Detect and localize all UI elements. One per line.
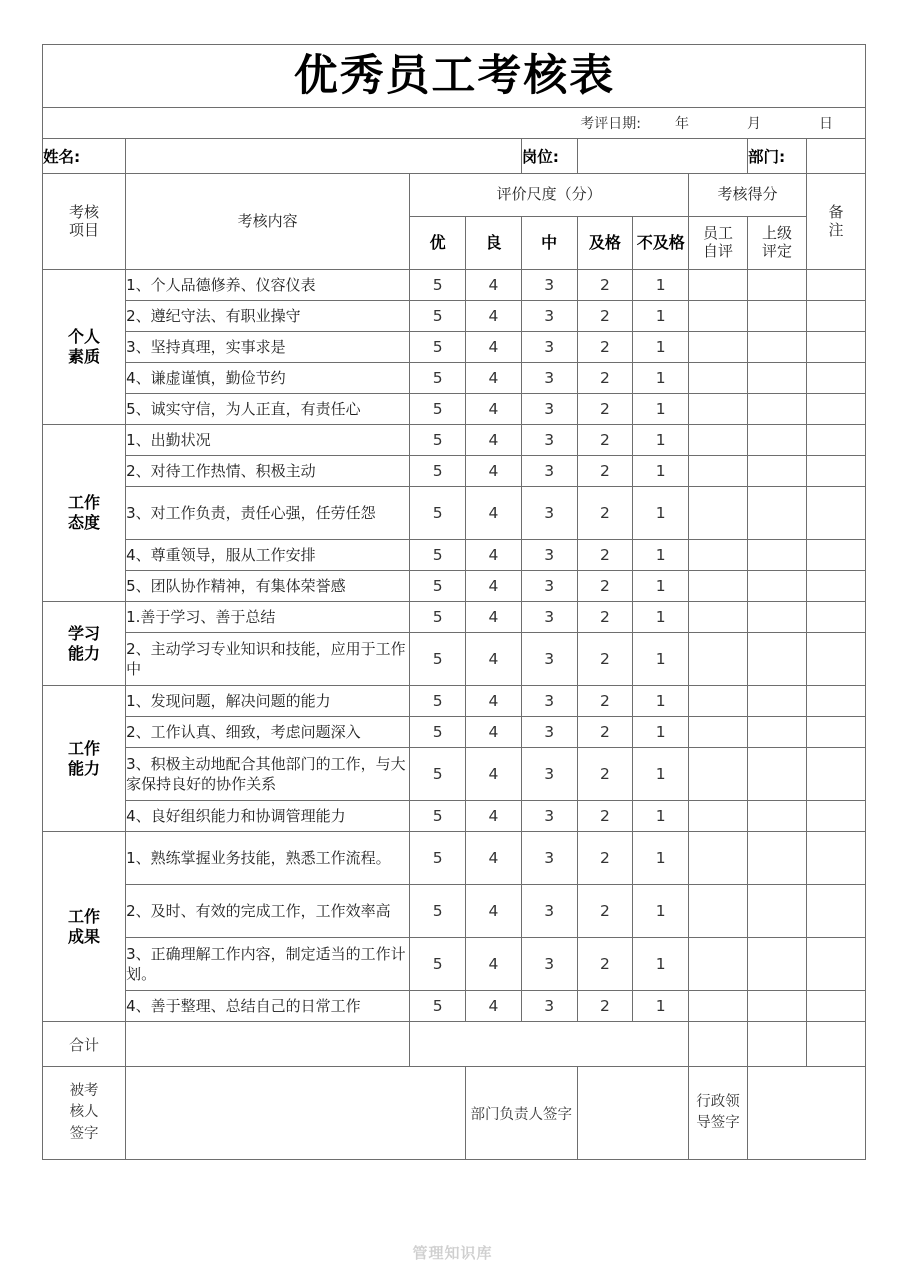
employee-signature-line1: 被考 <box>69 1083 99 1100</box>
remark-input[interactable] <box>806 938 865 991</box>
section-label-line1: 学习 <box>68 623 101 643</box>
score-option-1[interactable]: 1 <box>633 885 689 938</box>
score-option-4[interactable]: 4 <box>466 394 522 425</box>
self-eval-input[interactable] <box>689 717 748 748</box>
table-row <box>43 394 866 425</box>
header-scale-good: 良 <box>466 217 522 270</box>
section-label-2 <box>43 425 126 602</box>
score-option-2[interactable]: 2 <box>577 938 633 991</box>
score-option-1[interactable]: 1 <box>633 540 689 571</box>
score-option-5[interactable]: 5 <box>410 487 466 540</box>
self-eval-input[interactable] <box>689 801 748 832</box>
remark-input[interactable] <box>806 602 865 633</box>
criteria-text: 4、善于整理、总结自己的日常工作 <box>126 991 410 1022</box>
title-row <box>43 45 866 108</box>
criteria-text: 1、熟练掌握业务技能，熟悉工作流程。 <box>126 832 410 885</box>
superior-eval-input[interactable] <box>748 363 807 394</box>
section-label-line1: 个人 <box>68 327 101 347</box>
remark-input[interactable] <box>806 571 865 602</box>
header-superior-eval-line1: 上级 <box>761 224 792 243</box>
self-eval-input[interactable] <box>689 487 748 540</box>
criteria-text: 5、团队协作精神，有集体荣誉感 <box>126 571 410 602</box>
table-row <box>43 832 866 885</box>
score-option-4[interactable]: 4 <box>466 270 522 301</box>
date-day-label[interactable]: 日 <box>819 116 833 132</box>
self-eval-input[interactable] <box>689 571 748 602</box>
score-option-1[interactable]: 1 <box>633 602 689 633</box>
table-row <box>43 425 866 456</box>
superior-eval-input[interactable] <box>748 301 807 332</box>
table-row <box>43 991 866 1022</box>
date-year-label[interactable]: 年 <box>675 116 689 132</box>
criteria-text: 4、尊重领导，服从工作安排 <box>126 540 410 571</box>
score-option-3[interactable]: 3 <box>521 717 577 748</box>
section-label-line1: 工作 <box>68 738 101 758</box>
score-option-2[interactable]: 2 <box>577 991 633 1022</box>
superior-eval-input[interactable] <box>748 633 807 686</box>
score-option-1[interactable]: 1 <box>633 717 689 748</box>
total-superior-eval-cell[interactable] <box>748 1022 807 1067</box>
self-eval-input[interactable] <box>689 394 748 425</box>
header-superior-eval-line2: 评定 <box>761 242 792 260</box>
score-option-1[interactable]: 1 <box>633 991 689 1022</box>
self-eval-input[interactable] <box>689 270 748 301</box>
form-body <box>43 45 866 270</box>
score-option-1[interactable]: 1 <box>633 832 689 885</box>
superior-eval-input[interactable] <box>748 832 807 885</box>
score-option-3[interactable]: 3 <box>521 363 577 394</box>
score-option-3[interactable]: 3 <box>521 301 577 332</box>
header-scale-medium: 中 <box>521 217 577 270</box>
criteria-text: 4、谦虚谨慎，勤俭节约 <box>126 363 410 394</box>
table-row <box>43 938 866 991</box>
section-label-5 <box>43 832 126 1022</box>
remark-input[interactable] <box>806 748 865 801</box>
page-title: 优秀员工考核表 <box>293 50 615 101</box>
score-option-2[interactable]: 2 <box>577 487 633 540</box>
score-option-2[interactable]: 2 <box>577 363 633 394</box>
score-option-1[interactable]: 1 <box>633 270 689 301</box>
table-row <box>43 686 866 717</box>
score-option-5[interactable]: 5 <box>410 332 466 363</box>
criteria-text: 2、遵纪守法、有职业操守 <box>126 301 410 332</box>
employee-signature-label <box>43 1067 126 1160</box>
section-label-4 <box>43 686 126 832</box>
remark-input[interactable] <box>806 456 865 487</box>
score-option-2[interactable]: 2 <box>577 717 633 748</box>
score-option-3[interactable]: 3 <box>521 885 577 938</box>
department-signature-label: 部门负责人签字 <box>466 1067 578 1160</box>
total-remark-cell[interactable] <box>806 1022 865 1067</box>
section-label-line2: 成果 <box>68 926 101 946</box>
superior-eval-input[interactable] <box>748 394 807 425</box>
section-label-line1: 工作 <box>68 493 101 513</box>
signature-row <box>43 1067 866 1160</box>
score-option-3[interactable]: 3 <box>521 425 577 456</box>
score-option-5[interactable]: 5 <box>410 633 466 686</box>
table-row <box>43 456 866 487</box>
header-item-column <box>43 174 126 270</box>
self-eval-input[interactable] <box>689 832 748 885</box>
superior-eval-input[interactable] <box>748 571 807 602</box>
score-option-4[interactable]: 4 <box>466 540 522 571</box>
name-label: 姓名: <box>43 139 126 174</box>
score-option-1[interactable]: 1 <box>633 487 689 540</box>
evaluation-date-label: 考评日期: <box>580 116 641 132</box>
header-item-line1: 考核 <box>69 202 100 221</box>
section-label-line2: 能力 <box>68 758 101 778</box>
header-scale-pass: 及格 <box>577 217 633 270</box>
superior-eval-input[interactable] <box>748 602 807 633</box>
superior-eval-input[interactable] <box>748 885 807 938</box>
remark-input[interactable] <box>806 686 865 717</box>
score-option-2[interactable]: 2 <box>577 394 633 425</box>
remark-input[interactable] <box>806 394 865 425</box>
self-eval-input[interactable] <box>689 332 748 363</box>
score-option-3[interactable]: 3 <box>521 602 577 633</box>
score-option-4[interactable]: 4 <box>466 332 522 363</box>
remark-input[interactable] <box>806 332 865 363</box>
table-row <box>43 748 866 801</box>
superior-eval-input[interactable] <box>748 991 807 1022</box>
table-header-row-1 <box>43 174 866 217</box>
score-option-5[interactable]: 5 <box>410 717 466 748</box>
header-remark-line2: 注 <box>828 220 844 239</box>
section-label-3 <box>43 602 126 686</box>
form-page <box>42 44 866 1160</box>
header-item-line2: 项目 <box>69 220 100 239</box>
score-option-3[interactable]: 3 <box>521 686 577 717</box>
superior-eval-input[interactable] <box>748 456 807 487</box>
employee-info-row <box>43 139 866 174</box>
superior-eval-input[interactable] <box>748 801 807 832</box>
score-option-2[interactable]: 2 <box>577 801 633 832</box>
score-option-3[interactable]: 3 <box>521 270 577 301</box>
remark-input[interactable] <box>806 885 865 938</box>
watermark: 管理知识库 <box>412 1244 493 1262</box>
section-label-line2: 态度 <box>68 513 101 532</box>
header-superior-eval <box>748 217 807 270</box>
score-option-4[interactable]: 4 <box>466 633 522 686</box>
remark-input[interactable] <box>806 425 865 456</box>
total-row <box>43 1022 866 1067</box>
score-option-4[interactable]: 4 <box>466 686 522 717</box>
score-option-2[interactable]: 2 <box>577 602 633 633</box>
score-option-4[interactable]: 4 <box>466 885 522 938</box>
score-option-1[interactable]: 1 <box>633 394 689 425</box>
self-eval-input[interactable] <box>689 456 748 487</box>
score-option-1[interactable]: 1 <box>633 748 689 801</box>
score-option-2[interactable]: 2 <box>577 571 633 602</box>
remark-input[interactable] <box>806 270 865 301</box>
score-option-1[interactable]: 1 <box>633 633 689 686</box>
table-row <box>43 363 866 394</box>
admin-signature-line2: 导签字 <box>696 1115 740 1131</box>
table-row <box>43 540 866 571</box>
score-option-4[interactable]: 4 <box>466 748 522 801</box>
score-option-4[interactable]: 4 <box>466 938 522 991</box>
header-self-eval <box>689 217 748 270</box>
remark-input[interactable] <box>806 301 865 332</box>
self-eval-input[interactable] <box>689 425 748 456</box>
superior-eval-input[interactable] <box>748 748 807 801</box>
remark-input[interactable] <box>806 363 865 394</box>
self-eval-input[interactable] <box>689 885 748 938</box>
score-option-4[interactable]: 4 <box>466 363 522 394</box>
table-row <box>43 270 866 301</box>
table-row <box>43 717 866 748</box>
self-eval-input[interactable] <box>689 748 748 801</box>
criteria-text: 3、对工作负责，责任心强，任劳任怨 <box>126 487 410 540</box>
score-option-5[interactable]: 5 <box>410 540 466 571</box>
remark-input[interactable] <box>806 633 865 686</box>
superior-eval-input[interactable] <box>748 686 807 717</box>
superior-eval-input[interactable] <box>748 425 807 456</box>
score-option-5[interactable]: 5 <box>410 425 466 456</box>
score-option-1[interactable]: 1 <box>633 301 689 332</box>
score-option-3[interactable]: 3 <box>521 540 577 571</box>
criteria-text: 1.善于学习、善于总结 <box>126 602 410 633</box>
criteria-text: 3、正确理解工作内容，制定适当的工作计划。 <box>126 938 410 991</box>
score-option-4[interactable]: 4 <box>466 487 522 540</box>
score-option-5[interactable]: 5 <box>410 748 466 801</box>
score-option-4[interactable]: 4 <box>466 717 522 748</box>
superior-eval-input[interactable] <box>748 487 807 540</box>
remark-input[interactable] <box>806 540 865 571</box>
score-option-3[interactable]: 3 <box>521 832 577 885</box>
score-option-2[interactable]: 2 <box>577 540 633 571</box>
header-remark-line1: 备 <box>828 202 844 221</box>
section-label-line2: 能力 <box>68 643 101 663</box>
header-scale-fail <box>633 217 689 270</box>
header-content-column: 考核内容 <box>126 174 410 270</box>
remark-input[interactable] <box>806 717 865 748</box>
score-option-3[interactable]: 3 <box>521 456 577 487</box>
page-title-cell <box>43 45 866 108</box>
header-scale-excellent: 优 <box>410 217 466 270</box>
self-eval-input[interactable] <box>689 301 748 332</box>
score-option-1[interactable]: 1 <box>633 686 689 717</box>
superior-eval-input[interactable] <box>748 938 807 991</box>
score-option-4[interactable]: 4 <box>466 301 522 332</box>
admin-signature-field[interactable] <box>748 1067 866 1160</box>
table-row <box>43 801 866 832</box>
criteria-text: 1、个人品德修养、仪容仪表 <box>126 270 410 301</box>
score-option-5[interactable]: 5 <box>410 885 466 938</box>
table-row <box>43 332 866 363</box>
table-row <box>43 301 866 332</box>
superior-eval-input[interactable] <box>748 540 807 571</box>
score-option-2[interactable]: 2 <box>577 425 633 456</box>
header-self-eval-line2: 自评 <box>703 242 734 260</box>
score-option-4[interactable]: 4 <box>466 425 522 456</box>
score-option-5[interactable]: 5 <box>410 686 466 717</box>
self-eval-input[interactable] <box>689 633 748 686</box>
self-eval-input[interactable] <box>689 602 748 633</box>
table-row <box>43 885 866 938</box>
score-option-2[interactable]: 2 <box>577 748 633 801</box>
score-option-5[interactable]: 5 <box>410 801 466 832</box>
remark-input[interactable] <box>806 487 865 540</box>
header-remark-column <box>806 174 865 270</box>
criteria-text: 3、坚持真理，实事求是 <box>126 332 410 363</box>
admin-signature-line1: 行政领 <box>696 1093 740 1110</box>
score-option-4[interactable]: 4 <box>466 991 522 1022</box>
admin-signature-label <box>689 1067 748 1160</box>
score-option-1[interactable]: 1 <box>633 363 689 394</box>
score-option-3[interactable]: 3 <box>521 332 577 363</box>
date-row <box>43 108 866 139</box>
total-content-cell <box>126 1022 410 1067</box>
evaluation-form-table <box>42 44 866 1160</box>
score-option-2[interactable]: 2 <box>577 686 633 717</box>
score-option-5[interactable]: 5 <box>410 571 466 602</box>
score-option-2[interactable]: 2 <box>577 633 633 686</box>
self-eval-input[interactable] <box>689 540 748 571</box>
score-option-2[interactable]: 2 <box>577 832 633 885</box>
score-option-3[interactable]: 3 <box>521 633 577 686</box>
table-row <box>43 633 866 686</box>
total-scale-cell[interactable] <box>410 1022 689 1067</box>
criteria-text: 4、良好组织能力和协调管理能力 <box>126 801 410 832</box>
score-option-5[interactable]: 5 <box>410 832 466 885</box>
score-option-1[interactable]: 1 <box>633 571 689 602</box>
criteria-text: 2、对待工作热情、积极主动 <box>126 456 410 487</box>
self-eval-input[interactable] <box>689 363 748 394</box>
position-label: 岗位: <box>521 139 577 174</box>
score-option-5[interactable]: 5 <box>410 270 466 301</box>
criteria-text: 1、发现问题，解决问题的能力 <box>126 686 410 717</box>
score-option-2[interactable]: 2 <box>577 885 633 938</box>
score-option-2[interactable]: 2 <box>577 456 633 487</box>
self-eval-input[interactable] <box>689 991 748 1022</box>
score-option-2[interactable]: 2 <box>577 301 633 332</box>
score-option-4[interactable]: 4 <box>466 801 522 832</box>
score-option-2[interactable]: 2 <box>577 332 633 363</box>
department-label: 部门: <box>748 139 807 174</box>
score-option-3[interactable]: 3 <box>521 748 577 801</box>
criteria-text: 1、出勤状况 <box>126 425 410 456</box>
score-option-5[interactable]: 5 <box>410 602 466 633</box>
superior-eval-input[interactable] <box>748 332 807 363</box>
self-eval-input[interactable] <box>689 686 748 717</box>
header-score-group: 考核得分 <box>689 174 807 217</box>
superior-eval-input[interactable] <box>748 270 807 301</box>
score-option-5[interactable]: 5 <box>410 991 466 1022</box>
remark-input[interactable] <box>806 832 865 885</box>
score-option-1[interactable]: 1 <box>633 425 689 456</box>
section-label-line2: 素质 <box>68 347 101 366</box>
total-label: 合计 <box>43 1022 126 1067</box>
score-option-3[interactable]: 3 <box>521 938 577 991</box>
superior-eval-input[interactable] <box>748 717 807 748</box>
remark-input[interactable] <box>806 991 865 1022</box>
evaluation-date-cell <box>43 108 866 139</box>
score-option-5[interactable]: 5 <box>410 363 466 394</box>
date-month-label[interactable]: 月 <box>747 116 761 132</box>
name-field[interactable] <box>126 139 522 174</box>
header-self-eval-line1: 员工 <box>703 224 734 243</box>
criteria-text: 2、主动学习专业知识和技能，应用于工作中 <box>126 633 410 686</box>
employee-signature-field[interactable] <box>126 1067 466 1160</box>
department-signature-field[interactable] <box>577 1067 689 1160</box>
score-option-2[interactable]: 2 <box>577 270 633 301</box>
criteria-rows <box>43 270 866 1022</box>
table-row <box>43 487 866 540</box>
score-option-1[interactable]: 1 <box>633 938 689 991</box>
department-field[interactable] <box>806 139 865 174</box>
score-option-3[interactable]: 3 <box>521 801 577 832</box>
section-label-line1: 工作 <box>68 906 101 926</box>
position-field[interactable] <box>577 139 747 174</box>
score-option-1[interactable]: 1 <box>633 801 689 832</box>
score-option-5[interactable]: 5 <box>410 456 466 487</box>
score-option-3[interactable]: 3 <box>521 991 577 1022</box>
table-row <box>43 602 866 633</box>
score-option-5[interactable]: 5 <box>410 938 466 991</box>
total-self-eval-cell[interactable] <box>689 1022 748 1067</box>
header-scale-group: 评价尺度（分） <box>410 174 689 217</box>
employee-signature-line3: 签字 <box>69 1125 99 1142</box>
score-option-5[interactable]: 5 <box>410 394 466 425</box>
criteria-text: 3、积极主动地配合其他部门的工作，与大家保持良好的协作关系 <box>126 748 410 801</box>
score-option-4[interactable]: 4 <box>466 602 522 633</box>
criteria-text: 2、及时、有效的完成工作，工作效率高 <box>126 885 410 938</box>
self-eval-input[interactable] <box>689 938 748 991</box>
criteria-text: 2、工作认真、细致，考虑问题深入 <box>126 717 410 748</box>
score-option-1[interactable]: 1 <box>633 456 689 487</box>
remark-input[interactable] <box>806 801 865 832</box>
employee-signature-line2: 核人 <box>69 1104 99 1121</box>
score-option-4[interactable]: 4 <box>466 832 522 885</box>
score-option-3[interactable]: 3 <box>521 394 577 425</box>
score-option-3[interactable]: 3 <box>521 487 577 540</box>
score-option-4[interactable]: 4 <box>466 456 522 487</box>
section-label-1 <box>43 270 126 425</box>
score-option-1[interactable]: 1 <box>633 332 689 363</box>
score-option-4[interactable]: 4 <box>466 571 522 602</box>
header-scale-fail-line1: 不及格 <box>636 232 685 252</box>
score-option-5[interactable]: 5 <box>410 301 466 332</box>
table-row <box>43 571 866 602</box>
criteria-text: 5、诚实守信，为人正直，有责任心 <box>126 394 410 425</box>
score-option-3[interactable]: 3 <box>521 571 577 602</box>
